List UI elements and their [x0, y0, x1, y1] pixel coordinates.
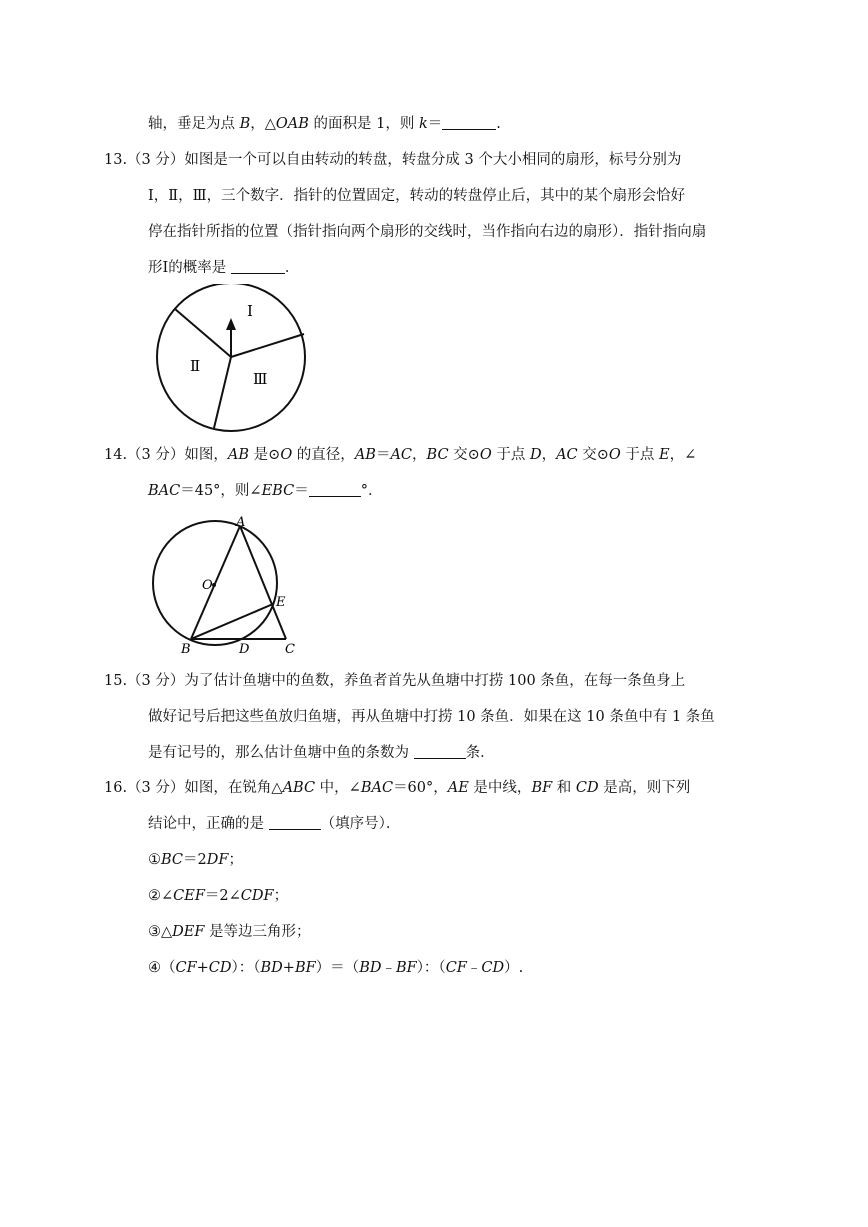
sector-divider: [214, 357, 231, 428]
text: ，∠: [669, 447, 697, 463]
text: ＝: [427, 116, 443, 132]
q16-line1: [104, 778, 690, 798]
q16-option-2: [148, 886, 288, 906]
sector-divider: [231, 334, 304, 357]
text: 是⊙: [249, 447, 281, 463]
math-var: BD+BF: [260, 960, 316, 976]
text: 是高，则下列: [598, 780, 691, 796]
text: 交⊙: [577, 447, 609, 463]
question-text: 如图是一个可以自由转动的转盘，转盘分成 3 个大小相同的扇形，标号分别为: [184, 152, 682, 168]
question-text: 形Ⅰ的概率是: [148, 260, 231, 276]
sector-divider: [175, 309, 231, 357]
math-var: CDF: [240, 888, 274, 904]
question-text: 为了估计鱼塘中的鱼数，养鱼者首先从鱼塘中打捞 100 条鱼，在每一条鱼身上: [184, 673, 686, 689]
answer-blank[interactable]: [442, 115, 496, 130]
math-var: CD: [575, 780, 599, 796]
math-var: CF+CD: [175, 960, 232, 976]
label-o: O: [202, 578, 213, 593]
pointer-arrow-icon: [226, 318, 236, 330]
text: ②∠: [148, 888, 174, 904]
q13-line1: [104, 150, 681, 170]
math-var: k: [419, 116, 428, 132]
text: 于点: [620, 447, 660, 463]
text: ＝45°，则∠: [180, 483, 262, 499]
q16-option-1: [148, 850, 243, 870]
text: ，△: [250, 116, 276, 132]
text: 如图，: [184, 447, 228, 463]
text: ，: [541, 447, 557, 463]
math-var: D: [529, 447, 542, 463]
math-var: CF: [445, 960, 467, 976]
q12-tail-line: [148, 114, 501, 134]
q15-line1: [104, 671, 685, 691]
text: 中，∠: [315, 780, 361, 796]
text: 交⊙: [448, 447, 480, 463]
text: ，: [412, 447, 427, 463]
q16-option-4: [148, 958, 523, 978]
math-var: OAB: [275, 116, 309, 132]
math-var: CD: [481, 960, 505, 976]
math-var: AC: [556, 447, 578, 463]
question-text: 做好记号后把这些鱼放归鱼塘，再从鱼塘中打捞 10 条鱼．如果在这 10 条鱼中有 1 条鱼: [148, 709, 715, 725]
answer-blank[interactable]: [309, 482, 361, 497]
sector-label-2: Ⅱ: [190, 357, 201, 375]
sector-label-1: Ⅰ: [247, 302, 253, 320]
text: 如图，在锐角△: [184, 780, 283, 796]
q13-line2: [148, 186, 685, 206]
q13-line4: [148, 258, 299, 278]
math-var: BD: [359, 960, 382, 976]
q16-option-3: [148, 922, 311, 942]
text: ＝60°，: [393, 780, 448, 796]
text: ﹣: [381, 960, 396, 976]
math-var: O: [479, 447, 492, 463]
text: 是中线，: [468, 780, 532, 796]
math-var: O: [608, 447, 621, 463]
question-text: 条．: [465, 745, 495, 761]
question-text: 是有记号的，那么估计鱼塘中鱼的条数为: [148, 745, 414, 761]
question-number: 15.（3 分）: [104, 673, 185, 689]
math-var: AC: [390, 447, 413, 463]
math-var: ABC: [282, 780, 316, 796]
text: ；: [228, 852, 243, 868]
math-var: O: [280, 447, 293, 463]
math-var: B: [239, 116, 251, 132]
text: ）：（: [231, 960, 261, 976]
circle-triangle-figure: [148, 512, 308, 658]
math-var: DEF: [172, 924, 205, 940]
text: ）.: [504, 960, 524, 976]
answer-blank[interactable]: [269, 815, 321, 830]
answer-blank[interactable]: [414, 744, 466, 759]
q13-line3: [148, 222, 706, 242]
math-var: EBC: [261, 483, 295, 499]
math-var: CEF: [173, 888, 205, 904]
text: .: [496, 116, 501, 132]
question-text: ．: [284, 260, 300, 276]
math-var: BC: [426, 447, 449, 463]
label-e: E: [276, 595, 286, 610]
question-number: 13.（3 分）: [104, 152, 185, 168]
text: 轴，垂足为点: [148, 116, 240, 132]
text: ＝2∠: [204, 888, 241, 904]
spinner-figure: [150, 284, 312, 434]
text: 的面积是 1，则: [308, 116, 419, 132]
math-var: BC: [161, 852, 184, 868]
text: ＝2: [183, 852, 207, 868]
q15-line2: [148, 707, 715, 727]
text: 是等边三角形；: [204, 924, 311, 940]
text: ）：（: [416, 960, 446, 976]
label-b: B: [181, 642, 191, 657]
text: ＝: [294, 483, 309, 499]
math-var: BF: [531, 780, 553, 796]
text: ﹣: [466, 960, 482, 976]
label-c: C: [285, 642, 295, 657]
text: °．: [360, 483, 383, 499]
math-var: BAC: [148, 483, 181, 499]
q14-line2: [148, 481, 382, 501]
math-var: AE: [447, 780, 469, 796]
label-d: D: [239, 642, 250, 657]
math-var: DF: [206, 852, 229, 868]
math-var: AB: [354, 447, 376, 463]
text: 和: [552, 780, 576, 796]
question-text: Ⅰ，Ⅱ，Ⅲ，三个数字．指针的位置固定，转动的转盘停止后，其中的某个扇形会恰好: [148, 188, 686, 204]
text: 结论中，正确的是: [148, 816, 269, 832]
text: 于点: [491, 447, 530, 463]
q14-line1: [104, 445, 696, 465]
text: ）＝（: [315, 960, 360, 976]
label-a: A: [236, 515, 246, 530]
text: ①: [148, 852, 161, 868]
text: 的直径，: [292, 447, 355, 463]
math-var: BF: [395, 960, 417, 976]
question-number: 16.（3 分）: [104, 780, 185, 796]
math-var: E: [659, 447, 670, 463]
q15-line3: [148, 743, 495, 763]
text: ＝: [375, 447, 391, 463]
text: ；: [273, 888, 289, 904]
math-var: AB: [227, 447, 250, 463]
question-number: 14.（3 分）: [104, 447, 185, 463]
math-var: BAC: [360, 780, 394, 796]
q16-line2: [148, 814, 400, 834]
question-text: 停在指针所指的位置（指针指向两个扇形的交线时，当作指向右边的扇形）．指针指向扇: [148, 224, 707, 240]
answer-blank[interactable]: [231, 259, 285, 274]
text: （填序号）．: [320, 816, 401, 832]
text: ④（: [148, 960, 176, 976]
sector-label-3: Ⅲ: [253, 370, 268, 388]
text: ③△: [148, 924, 173, 940]
